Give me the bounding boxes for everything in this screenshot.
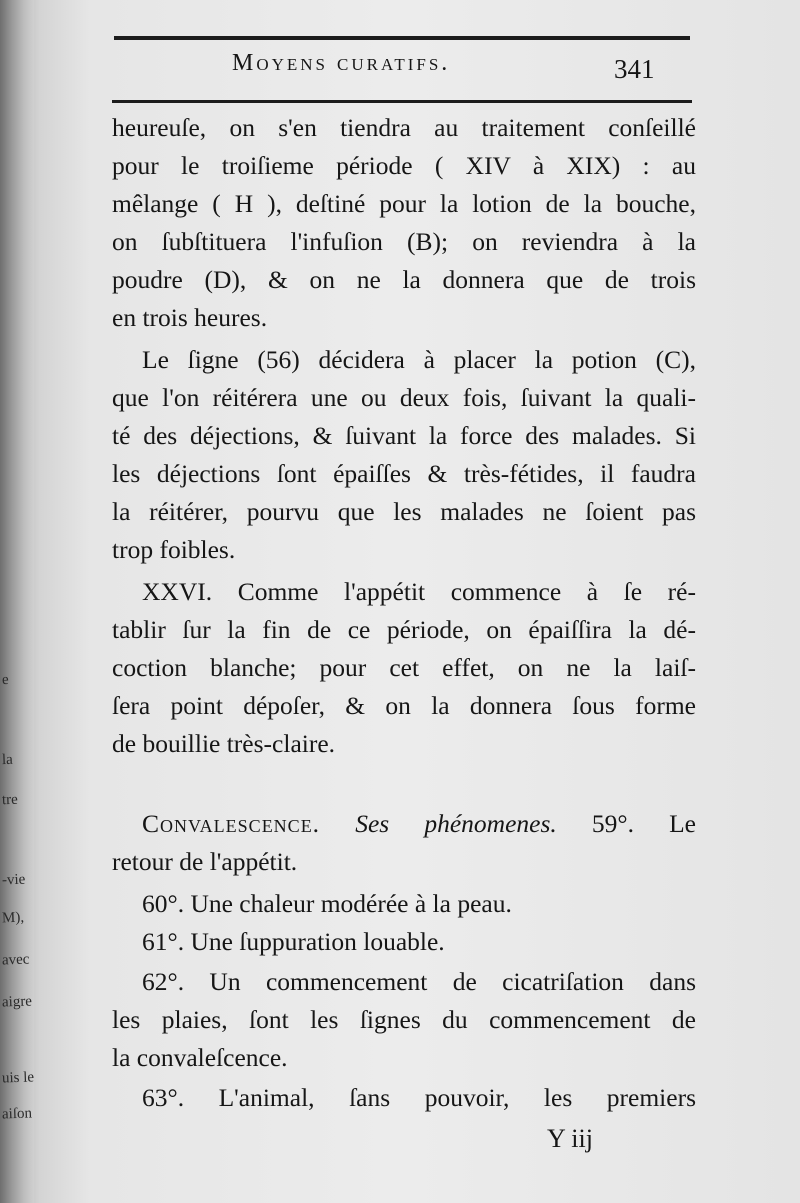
- margin-fragment: e: [1, 671, 9, 689]
- running-header-title: Moyens curatifs.: [232, 50, 451, 76]
- catchword-signature: Y iij: [547, 1124, 593, 1153]
- text-line: que l'on réitérera une ou deux fois, ſuivant la quali-: [112, 383, 696, 412]
- text-line: 61°. Une ſuppuration louable.: [142, 927, 445, 956]
- book-gutter: [0, 0, 34, 1203]
- text-line: tablir ſur la fin de ce période, on épaiſſira la dé-: [112, 615, 696, 644]
- text-line: 62°. Un commencement de cicatriſation dans: [142, 967, 696, 996]
- text-line: les déjections ſont épaiſſes & très-fétides, il faudra: [112, 459, 696, 488]
- page-number: 341: [614, 54, 655, 84]
- text-line: ſera point dépoſer, & on la donnera ſous forme: [112, 691, 696, 720]
- text-line: té des déjections, & ſuivant la force des malades. Si: [112, 421, 696, 450]
- margin-fragment: tre: [1, 791, 19, 809]
- section-heading: Convalescence.: [142, 809, 321, 838]
- header-rule-top: [114, 36, 690, 40]
- text-line: retour de l'appétit.: [112, 847, 298, 876]
- text-line: heureuſe, on s'en tiendra au traitement conſeillé: [112, 113, 696, 142]
- convalescence-heading-line: [112, 808, 696, 840]
- text-line: trop foibles.: [112, 535, 236, 564]
- heading-continuation: 59°. Le: [591, 809, 696, 838]
- margin-fragment: la: [1, 751, 14, 769]
- text-line: coction blanche; pour cet effet, on ne la laiſ-: [112, 653, 696, 682]
- section-subheading: Ses phénomenes.: [355, 809, 557, 838]
- text-line: 63°. L'animal, ſans pouvoir, les premiers: [142, 1083, 696, 1112]
- margin-fragment: aiſon: [1, 1105, 33, 1123]
- margin-fragment: uis le: [1, 1069, 35, 1087]
- header-rule-bottom: [112, 100, 692, 103]
- text-line: 60°. Une chaleur modérée à la peau.: [142, 889, 512, 918]
- text-line: on ſubſtituera l'infuſion (B); on reviendra à la: [112, 227, 696, 256]
- margin-fragment: -vie: [1, 871, 26, 889]
- text-line: en trois heures.: [112, 303, 268, 332]
- text-line: la réitérer, pourvu que les malades ne ſoient pas: [112, 497, 696, 526]
- text-line: les plaies, ſont les ſignes du commencement de: [112, 1005, 696, 1034]
- text-line: XXVI. Comme l'appétit commence à ſe ré-: [142, 577, 696, 606]
- text-line: mêlange ( H ), deſtiné pour la lotion de la bouche,: [112, 189, 696, 218]
- margin-fragment: aigre: [1, 993, 33, 1011]
- text-line: de bouillie très-claire.: [112, 729, 336, 758]
- text-line: Le ſigne (56) décidera à placer la potion (C),: [142, 345, 696, 374]
- text-line: pour le troiſieme période ( XIV à XIX) : au: [112, 151, 696, 180]
- text-line: poudre (D), & on ne la donnera que de trois: [112, 265, 696, 294]
- margin-fragment: M),: [1, 909, 25, 927]
- margin-fragment: avec: [1, 951, 30, 969]
- text-line: la convaleſcence.: [112, 1043, 288, 1072]
